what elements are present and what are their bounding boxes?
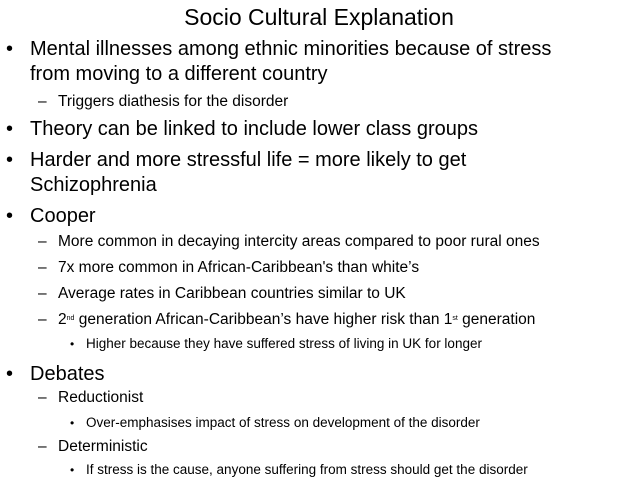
slide-title: Socio Cultural Explanation	[184, 4, 454, 30]
bullet-text: Mental illnesses among ethnic minorities because of stress	[30, 38, 552, 60]
bullet-icon: •	[6, 205, 14, 227]
bullet-text: Schizophrenia	[30, 174, 157, 196]
detail-bullet-text: If stress is the cause, anyone suffering from stress should get the disorder	[86, 462, 528, 477]
sub-bullet-text: 7x more common in African-Caribbean's than white’s	[58, 259, 420, 276]
generation-text-end: generation	[457, 311, 536, 328]
sub-bullet-text	[58, 310, 535, 330]
dash-icon: –	[38, 438, 47, 455]
bullet-icon: •	[6, 363, 14, 385]
dash-icon: –	[38, 311, 47, 328]
generation-text: generation African-Caribbean’s have higher risk than 1	[74, 311, 453, 328]
bullet-text: Harder and more stressful life = more likely to get	[30, 149, 467, 171]
sub-bullet-text: Average rates in Caribbean countries similar to UK	[58, 285, 406, 302]
dash-icon: –	[38, 93, 47, 110]
bullet-text: from moving to a different country	[30, 63, 328, 85]
sub-bullet-text: More common in decaying intercity areas compared to poor rural ones	[58, 233, 540, 250]
detail-bullet-text: Over-emphasises impact of stress on development of the disorder	[86, 415, 480, 430]
bullet-icon: •	[70, 463, 75, 477]
bullet-icon: •	[70, 337, 75, 351]
bullet-icon: •	[6, 118, 14, 140]
generation-number: 2	[58, 311, 67, 328]
dash-icon: –	[38, 285, 47, 302]
bullet-icon: •	[6, 38, 14, 60]
bullet-text: Debates	[30, 363, 105, 385]
dash-icon: –	[38, 259, 47, 276]
sub-bullet-text: Triggers diathesis for the disorder	[58, 93, 289, 110]
bullet-text: Cooper	[30, 205, 96, 227]
bullet-icon: •	[70, 416, 75, 430]
bullet-icon: •	[6, 149, 14, 171]
ordinal-suffix: st	[452, 315, 458, 322]
dash-icon: –	[38, 389, 47, 406]
bullet-text: Theory can be linked to include lower class groups	[30, 118, 479, 140]
dash-icon: –	[38, 233, 47, 250]
detail-bullet-text: Higher because they have suffered stress of living in UK for longer	[86, 336, 482, 351]
sub-bullet-text: Deterministic	[58, 438, 148, 455]
sub-bullet-text: Reductionist	[58, 389, 144, 406]
ordinal-suffix: nd	[66, 315, 75, 322]
